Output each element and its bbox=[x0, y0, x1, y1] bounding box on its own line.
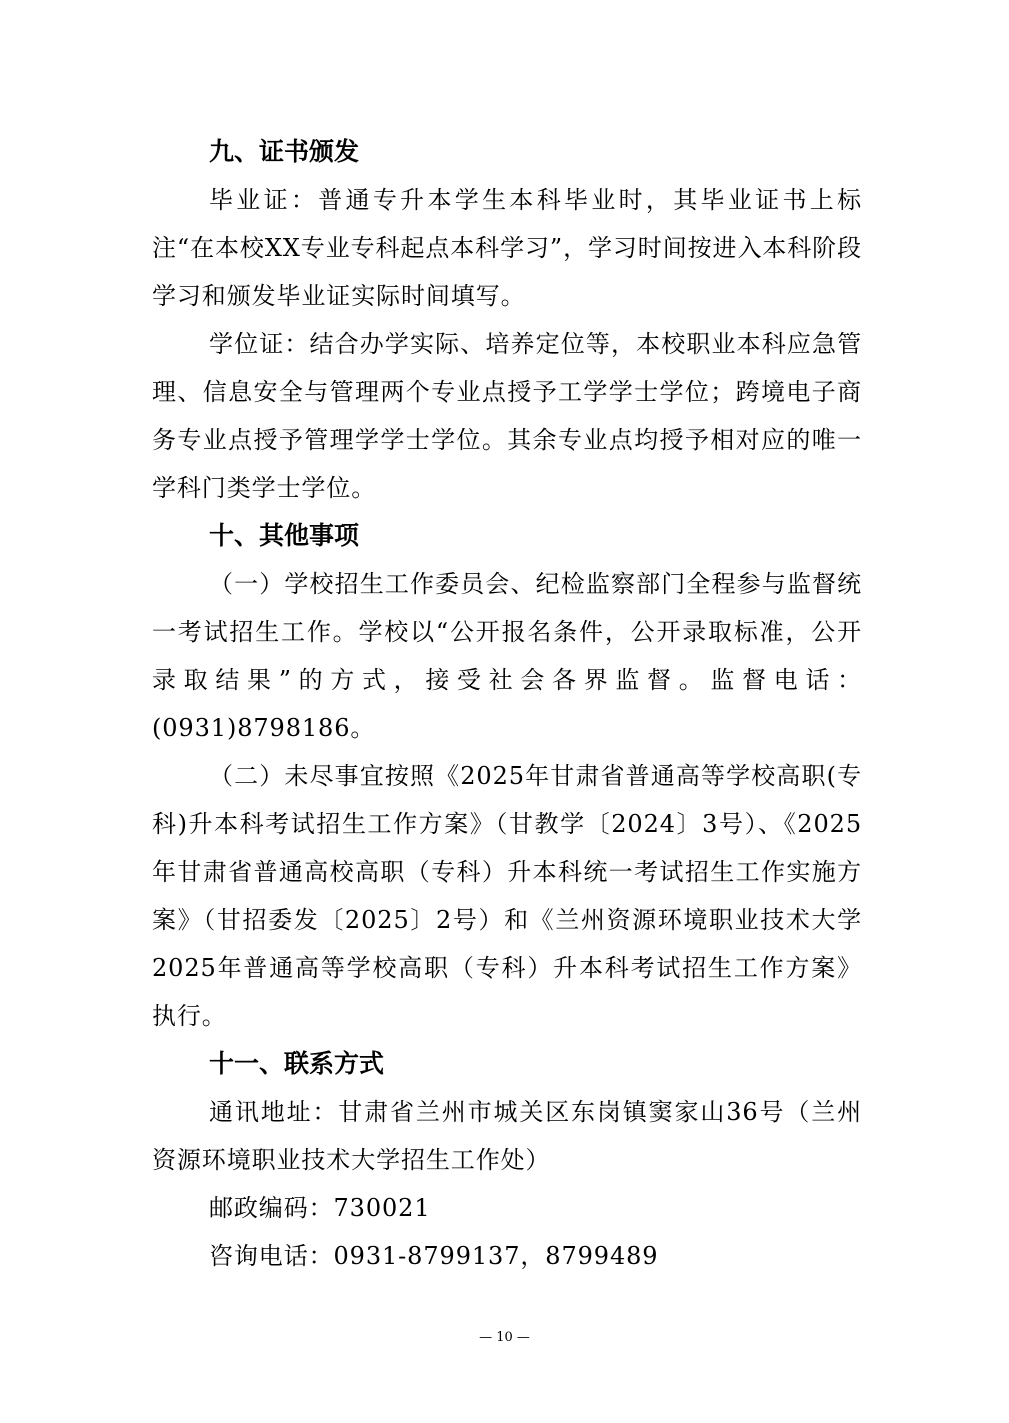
paragraph-graduation-certificate: 毕业证：普通专升本学生本科毕业时，其毕业证书上标注“在本校XX专业专科起点本科学习”，学习时间按进入本科阶段学习和颁发毕业证实际时间填写。 bbox=[152, 186, 862, 310]
paragraph-unfinished-matters: （二）未尽事宜按照《2025年甘肃省普通高等学校高职(专科)升本科考试招生工作方案》（甘教学〔2024〕3号）、《2025年甘肃省普通高校高职（专科）升本科统一考试招生工作实施方案》（甘招委发〔2025〕2号）和《兰州资源环境职业技术大学2025年普通高等学校高职（专科）升本科考试招生工作方案》执行。 bbox=[152, 762, 862, 1030]
section-heading-other-matters: 十、其他事项 bbox=[209, 521, 360, 550]
paragraph-supervision: （一）学校招生工作委员会、纪检监察部门全程参与监督统一考试招生工作。学校以“公开报名条件，公开录取标准，公开录取结果”的方式，接受社会各界监督。监督电话：(0931)8798186。 bbox=[152, 570, 862, 742]
page-number: — 10 — bbox=[479, 1330, 530, 1345]
paragraph-degree-certificate: 学位证：结合办学实际、培养定位等，本校职业本科应急管理、信息安全与管理两个专业点授予工学学士学位；跨境电子商务专业点授予管理学学士学位。其余专业点均授予相对应的唯一学科门类学士学位。 bbox=[152, 330, 862, 502]
paragraph-address: 通讯地址：甘肃省兰州市城关区东岗镇窦家山36号（兰州资源环境职业技术大学招生工作处） bbox=[152, 1098, 862, 1174]
paragraph-postcode: 邮政编码：730021 bbox=[209, 1194, 431, 1222]
section-heading-certificates: 九、证书颁发 bbox=[209, 137, 360, 166]
paragraph-phone: 咨询电话：0931-8799137，8799489 bbox=[209, 1242, 659, 1270]
document-body bbox=[152, 128, 862, 1280]
section-heading-contact: 十一、联系方式 bbox=[209, 1049, 385, 1078]
